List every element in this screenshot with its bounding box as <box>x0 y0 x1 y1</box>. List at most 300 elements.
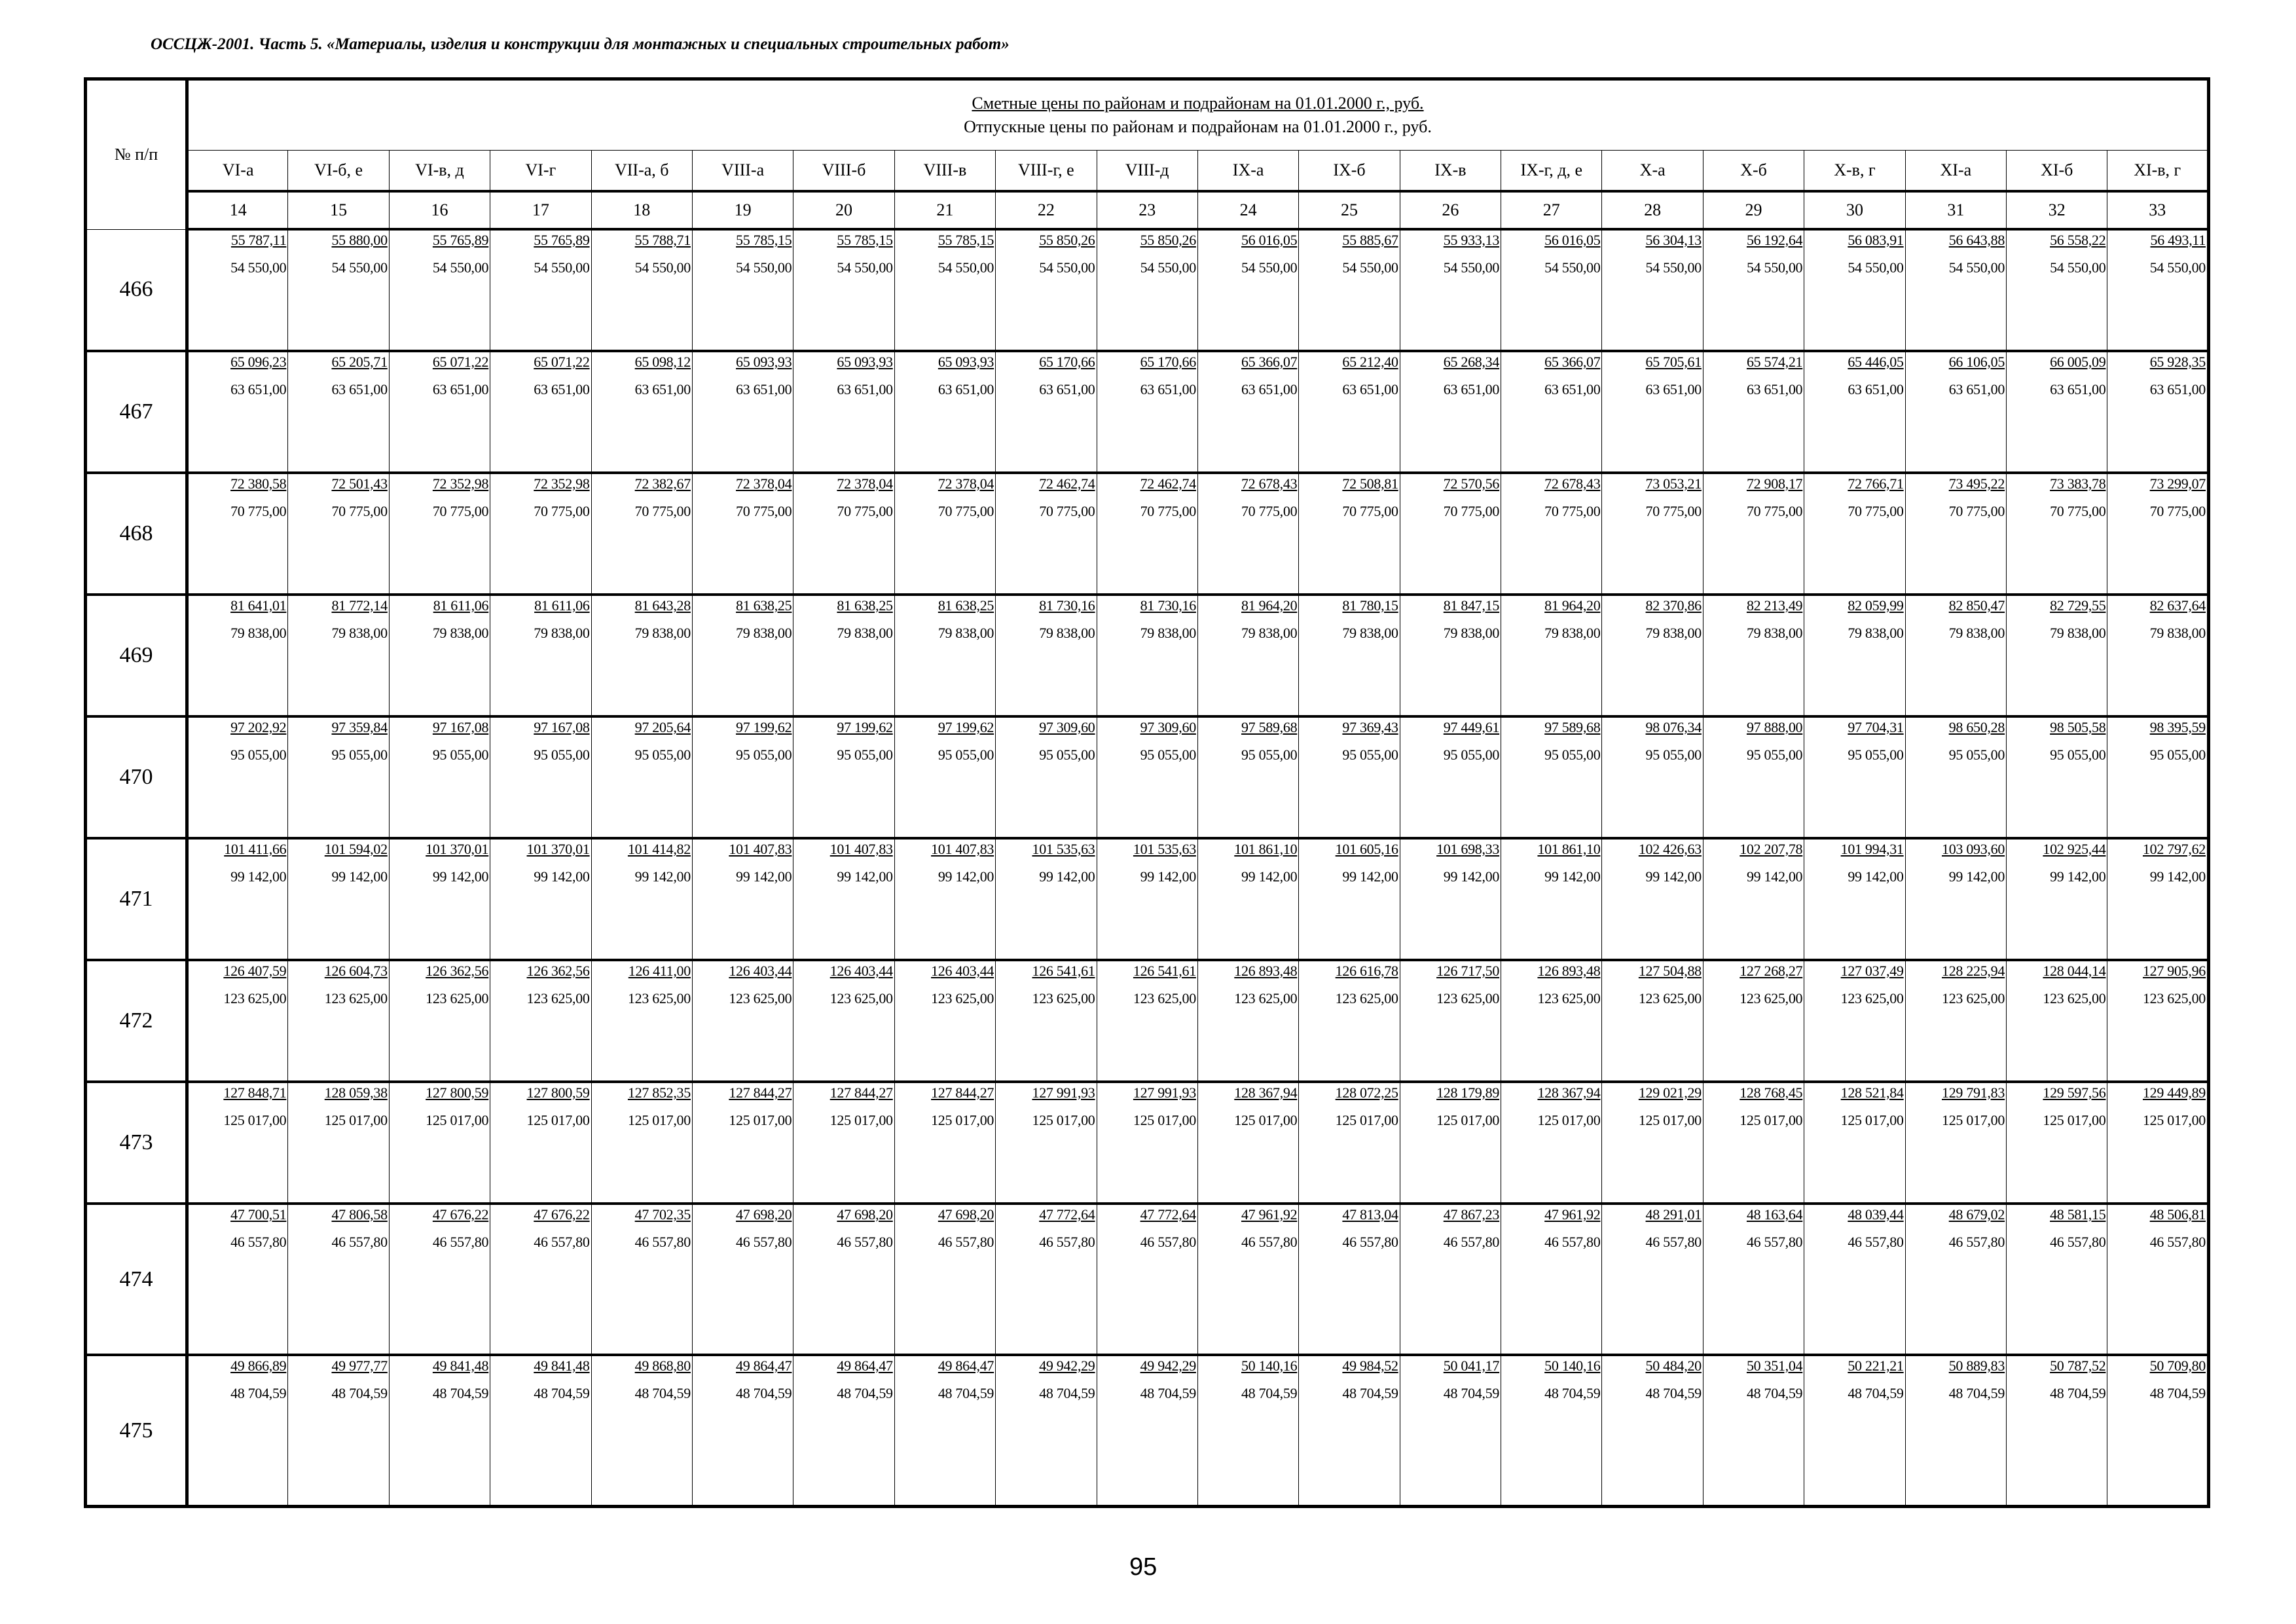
release-price: 54 550,00 <box>1039 259 1095 276</box>
estimate-price: 101 370,01 <box>426 841 489 857</box>
release-price: 63 651,00 <box>2149 381 2206 397</box>
release-price: 123 625,00 <box>931 990 994 1006</box>
price-cell <box>187 960 288 1082</box>
estimate-price: 47 676,22 <box>534 1206 590 1223</box>
price-cell <box>894 838 995 960</box>
release-price: 99 142,00 <box>1948 868 2005 885</box>
release-price: 99 142,00 <box>837 868 893 885</box>
release-price: 54 550,00 <box>736 259 792 276</box>
release-price: 95 055,00 <box>1140 747 1196 763</box>
price-cell <box>1703 595 1804 716</box>
release-price: 99 142,00 <box>634 868 691 885</box>
estimate-price: 81 780,15 <box>1342 597 1398 614</box>
release-price: 48 704,59 <box>1746 1385 1803 1401</box>
release-price: 79 838,00 <box>1443 625 1500 641</box>
release-price: 95 055,00 <box>736 747 792 763</box>
estimate-price: 49 942,29 <box>1039 1357 1095 1374</box>
price-cell <box>187 351 288 473</box>
release-price: 95 055,00 <box>331 747 388 763</box>
release-price: 99 142,00 <box>331 868 388 885</box>
release-price: 123 625,00 <box>729 990 792 1006</box>
release-price: 79 838,00 <box>1746 625 1803 641</box>
price-cell <box>692 1204 793 1355</box>
release-price: 95 055,00 <box>1443 747 1500 763</box>
estimate-price: 81 643,28 <box>634 597 691 614</box>
release-price: 95 055,00 <box>1342 747 1398 763</box>
column-number: 28 <box>1602 191 1703 229</box>
price-cell <box>692 838 793 960</box>
estimate-price: 97 199,62 <box>837 719 893 735</box>
price-cell <box>2107 473 2209 595</box>
estimate-price: 65 366,07 <box>1544 354 1601 370</box>
row-number: 470 <box>86 716 187 838</box>
estimate-price: 72 352,98 <box>534 475 590 492</box>
release-price: 70 775,00 <box>1746 503 1803 519</box>
estimate-price: 72 766,71 <box>1848 475 1904 492</box>
release-price: 48 704,59 <box>1342 1385 1398 1401</box>
price-cell <box>2107 1082 2209 1204</box>
region-header: IX-г, д, е <box>1501 151 1602 192</box>
estimate-price: 81 964,20 <box>1544 597 1601 614</box>
price-cell <box>591 595 692 716</box>
price-cell <box>1400 838 1501 960</box>
estimate-price: 97 704,31 <box>1848 719 1904 735</box>
price-cell <box>1703 229 1804 351</box>
price-cell <box>996 351 1097 473</box>
region-header: XI-в, г <box>2107 151 2209 192</box>
price-cell <box>1299 716 1400 838</box>
release-price: 48 704,59 <box>1140 1385 1196 1401</box>
price-cell <box>389 1355 490 1507</box>
estimate-price: 56 083,91 <box>1848 232 1904 248</box>
price-cell <box>1299 229 1400 351</box>
estimate-price: 82 370,86 <box>1645 597 1702 614</box>
release-price: 125 017,00 <box>1740 1112 1803 1128</box>
price-cell <box>1097 351 1197 473</box>
price-cell <box>2007 960 2107 1082</box>
estimate-price: 101 698,33 <box>1436 841 1500 857</box>
price-cell <box>793 1355 894 1507</box>
region-header: X-б <box>1703 151 1804 192</box>
release-price: 95 055,00 <box>837 747 893 763</box>
price-cell <box>1905 351 2006 473</box>
estimate-price: 73 495,22 <box>1948 475 2005 492</box>
estimate-price: 81 638,25 <box>938 597 994 614</box>
price-cell <box>1097 1204 1197 1355</box>
release-price: 99 142,00 <box>736 868 792 885</box>
price-cell <box>1299 960 1400 1082</box>
column-numbers-row <box>86 191 2209 229</box>
estimate-price: 48 506,81 <box>2149 1206 2206 1223</box>
price-cell <box>2007 838 2107 960</box>
price-cell <box>1299 1082 1400 1204</box>
region-header: IX-б <box>1299 151 1400 192</box>
release-price: 125 017,00 <box>931 1112 994 1128</box>
price-cell <box>591 351 692 473</box>
estimate-price: 50 484,20 <box>1645 1357 1702 1374</box>
column-number: 14 <box>187 191 288 229</box>
release-price: 46 557,80 <box>837 1234 893 1250</box>
estimate-price: 47 698,20 <box>837 1206 893 1223</box>
price-cell <box>1905 473 2006 595</box>
price-cell <box>1299 1355 1400 1507</box>
release-price: 48 704,59 <box>2050 1385 2106 1401</box>
release-price: 125 017,00 <box>729 1112 792 1128</box>
column-number: 19 <box>692 191 793 229</box>
release-price: 123 625,00 <box>1840 990 1904 1006</box>
estimate-price: 56 558,22 <box>2050 232 2106 248</box>
table-row <box>86 716 2209 838</box>
estimate-price: 127 852,35 <box>627 1084 691 1101</box>
estimate-price: 50 140,16 <box>1544 1357 1601 1374</box>
release-price: 125 017,00 <box>324 1112 388 1128</box>
price-cell <box>1197 716 1298 838</box>
price-cell <box>1602 1082 1703 1204</box>
table-row <box>86 960 2209 1082</box>
release-price: 125 017,00 <box>1436 1112 1500 1128</box>
price-cell <box>591 473 692 595</box>
price-cell <box>2107 1204 2209 1355</box>
release-price: 79 838,00 <box>2149 625 2206 641</box>
estimate-price: 126 362,56 <box>526 963 590 979</box>
table-body <box>86 229 2209 1507</box>
release-price: 95 055,00 <box>2149 747 2206 763</box>
price-cell <box>1703 1355 1804 1507</box>
estimate-price: 48 291,01 <box>1645 1206 1702 1223</box>
estimate-price: 55 933,13 <box>1443 232 1500 248</box>
release-price: 125 017,00 <box>1638 1112 1702 1128</box>
release-price: 125 017,00 <box>2142 1112 2206 1128</box>
estimate-price: 129 449,89 <box>2142 1084 2206 1101</box>
column-number: 17 <box>490 191 591 229</box>
estimate-price: 47 698,20 <box>736 1206 792 1223</box>
estimate-price: 48 679,02 <box>1948 1206 2005 1223</box>
price-cell <box>490 229 591 351</box>
estimate-price: 126 362,56 <box>426 963 489 979</box>
estimate-price: 65 071,22 <box>432 354 489 370</box>
price-cell <box>1197 960 1298 1082</box>
estimate-price: 127 504,88 <box>1638 963 1702 979</box>
estimate-price: 72 462,74 <box>1039 475 1095 492</box>
release-price: 48 704,59 <box>736 1385 792 1401</box>
estimate-price: 49 866,89 <box>230 1357 287 1374</box>
release-price: 46 557,80 <box>331 1234 388 1250</box>
row-number: 467 <box>86 351 187 473</box>
region-header: IX-в <box>1400 151 1501 192</box>
price-cell <box>2007 595 2107 716</box>
price-cell <box>389 1204 490 1355</box>
estimate-price: 49 984,52 <box>1342 1357 1398 1374</box>
price-cell <box>591 1204 692 1355</box>
release-price: 46 557,80 <box>2050 1234 2106 1250</box>
column-number: 31 <box>1905 191 2006 229</box>
row-number: 474 <box>86 1204 187 1355</box>
region-header: VIII-в <box>894 151 995 192</box>
price-cell <box>1602 595 1703 716</box>
estimate-price: 55 885,67 <box>1342 232 1398 248</box>
estimate-price: 49 864,47 <box>837 1357 893 1374</box>
price-cell <box>1197 838 1298 960</box>
estimate-price: 128 059,38 <box>324 1084 388 1101</box>
title-estimate: Сметные цены по районам и подрайонам на 01.01.2000 г., руб. <box>972 94 1424 113</box>
price-cell <box>288 960 389 1082</box>
estimate-price: 97 589,68 <box>1241 719 1298 735</box>
release-price: 46 557,80 <box>938 1234 994 1250</box>
price-cell <box>1400 960 1501 1082</box>
estimate-price: 65 205,71 <box>331 354 388 370</box>
estimate-price: 65 268,34 <box>1443 354 1500 370</box>
estimate-price: 81 964,20 <box>1241 597 1298 614</box>
price-cell <box>1602 351 1703 473</box>
price-cell <box>793 473 894 595</box>
estimate-price: 65 574,21 <box>1746 354 1803 370</box>
price-cell <box>692 351 793 473</box>
estimate-price: 126 403,44 <box>829 963 893 979</box>
column-number: 22 <box>996 191 1097 229</box>
estimate-price: 55 850,26 <box>1039 232 1095 248</box>
estimate-price: 48 039,44 <box>1848 1206 1904 1223</box>
price-cell <box>1501 960 1602 1082</box>
estimate-price: 128 072,25 <box>1335 1084 1398 1101</box>
release-price: 54 550,00 <box>1948 259 2005 276</box>
price-cell <box>996 1204 1097 1355</box>
price-cell <box>894 229 995 351</box>
price-cell <box>490 960 591 1082</box>
estimate-price: 128 367,94 <box>1234 1084 1298 1101</box>
table-row <box>86 473 2209 595</box>
price-cell <box>389 595 490 716</box>
estimate-price: 82 850,47 <box>1948 597 2005 614</box>
release-price: 79 838,00 <box>1645 625 1702 641</box>
estimate-price: 127 844,27 <box>931 1084 994 1101</box>
release-price: 46 557,80 <box>230 1234 287 1250</box>
price-cell <box>389 351 490 473</box>
release-price: 54 550,00 <box>1645 259 1702 276</box>
release-price: 95 055,00 <box>534 747 590 763</box>
estimate-price: 102 207,78 <box>1740 841 1803 857</box>
estimate-price: 55 765,89 <box>432 232 489 248</box>
price-cell <box>1400 351 1501 473</box>
price-cell <box>1197 1355 1298 1507</box>
release-price: 123 625,00 <box>1436 990 1500 1006</box>
estimate-price: 102 426,63 <box>1638 841 1702 857</box>
estimate-price: 50 041,17 <box>1443 1357 1500 1374</box>
release-price: 123 625,00 <box>1537 990 1601 1006</box>
price-cell <box>1299 473 1400 595</box>
estimate-price: 127 844,27 <box>729 1084 792 1101</box>
estimate-price: 50 889,83 <box>1948 1357 2005 1374</box>
release-price: 48 704,59 <box>432 1385 489 1401</box>
price-cell <box>793 595 894 716</box>
price-cell <box>1905 716 2006 838</box>
estimate-price: 56 643,88 <box>1948 232 2005 248</box>
price-cell <box>692 716 793 838</box>
release-price: 48 704,59 <box>938 1385 994 1401</box>
estimate-price: 97 202,92 <box>230 719 287 735</box>
price-cell <box>1197 1082 1298 1204</box>
price-cell <box>1097 1355 1197 1507</box>
release-price: 95 055,00 <box>1848 747 1904 763</box>
release-price: 46 557,80 <box>634 1234 691 1250</box>
price-cell <box>2107 351 2209 473</box>
price-cell <box>692 1082 793 1204</box>
release-price: 79 838,00 <box>432 625 489 641</box>
estimate-price: 101 407,83 <box>829 841 893 857</box>
row-number: 473 <box>86 1082 187 1204</box>
price-cell <box>894 1355 995 1507</box>
release-price: 46 557,80 <box>1241 1234 1298 1250</box>
price-cell <box>1197 351 1298 473</box>
price-cell <box>1703 716 1804 838</box>
estimate-price: 55 850,26 <box>1140 232 1196 248</box>
price-cell <box>996 595 1097 716</box>
release-price: 123 625,00 <box>526 990 590 1006</box>
price-cell <box>187 1355 288 1507</box>
estimate-price: 126 403,44 <box>931 963 994 979</box>
price-cell <box>793 1204 894 1355</box>
price-cell <box>187 1082 288 1204</box>
column-number: 26 <box>1400 191 1501 229</box>
release-price: 125 017,00 <box>223 1112 287 1128</box>
release-price: 99 142,00 <box>2149 868 2206 885</box>
estimate-price: 55 788,71 <box>634 232 691 248</box>
table-row <box>86 838 2209 960</box>
region-header: IX-а <box>1197 151 1298 192</box>
estimate-price: 82 637,64 <box>2149 597 2206 614</box>
release-price: 63 651,00 <box>534 381 590 397</box>
estimate-price: 72 382,67 <box>634 475 691 492</box>
estimate-price: 56 304,13 <box>1645 232 1702 248</box>
release-price: 125 017,00 <box>1840 1112 1904 1128</box>
price-cell <box>692 595 793 716</box>
release-price: 99 142,00 <box>1140 868 1196 885</box>
release-price: 123 625,00 <box>1942 990 2005 1006</box>
release-price: 63 651,00 <box>1140 381 1196 397</box>
release-price: 63 651,00 <box>230 381 287 397</box>
price-cell <box>490 838 591 960</box>
document-header: ОССЦЖ-2001. Часть 5. «Материалы, изделия и конструкции для монтажных и специальных строительных работ» <box>151 35 1010 53</box>
release-price: 95 055,00 <box>1241 747 1298 763</box>
release-price: 95 055,00 <box>1039 747 1095 763</box>
release-price: 95 055,00 <box>938 747 994 763</box>
price-cell <box>894 595 995 716</box>
region-header: VIII-г, е <box>996 151 1097 192</box>
estimate-price: 49 864,47 <box>736 1357 792 1374</box>
price-cell <box>187 838 288 960</box>
price-cell <box>591 1082 692 1204</box>
release-price: 46 557,80 <box>1848 1234 1904 1250</box>
estimate-price: 48 163,64 <box>1746 1206 1803 1223</box>
price-cell <box>996 716 1097 838</box>
release-price: 95 055,00 <box>634 747 691 763</box>
price-cell <box>389 229 490 351</box>
region-header: XI-а <box>1905 151 2006 192</box>
release-price: 125 017,00 <box>426 1112 489 1128</box>
price-cell <box>1097 838 1197 960</box>
release-price: 48 704,59 <box>1948 1385 2005 1401</box>
column-number: 33 <box>2107 191 2209 229</box>
estimate-price: 127 037,49 <box>1840 963 1904 979</box>
price-cell <box>591 1355 692 1507</box>
price-cell <box>591 960 692 1082</box>
price-cell <box>692 473 793 595</box>
release-price: 79 838,00 <box>1544 625 1601 641</box>
estimate-price: 98 076,34 <box>1645 719 1702 735</box>
price-cell <box>490 473 591 595</box>
release-price: 123 625,00 <box>1133 990 1196 1006</box>
estimate-price: 72 678,43 <box>1544 475 1601 492</box>
price-cell <box>1097 473 1197 595</box>
estimate-price: 65 366,07 <box>1241 354 1298 370</box>
estimate-price: 101 535,63 <box>1032 841 1095 857</box>
price-cell <box>894 1082 995 1204</box>
price-cell <box>288 1204 389 1355</box>
release-price: 123 625,00 <box>426 990 489 1006</box>
estimate-price: 128 521,84 <box>1840 1084 1904 1101</box>
release-price: 70 775,00 <box>534 503 590 519</box>
price-cell <box>1197 473 1298 595</box>
price-cell <box>1501 1204 1602 1355</box>
release-price: 54 550,00 <box>1241 259 1298 276</box>
price-cell <box>1602 1355 1703 1507</box>
estimate-price: 126 893,48 <box>1234 963 1298 979</box>
price-cell <box>996 229 1097 351</box>
price-cell <box>1804 960 1905 1082</box>
release-price: 46 557,80 <box>1544 1234 1601 1250</box>
release-price: 46 557,80 <box>1645 1234 1702 1250</box>
estimate-price: 47 961,92 <box>1544 1206 1601 1223</box>
estimate-price: 101 407,83 <box>931 841 994 857</box>
estimate-price: 47 702,35 <box>634 1206 691 1223</box>
price-cell <box>793 960 894 1082</box>
price-table-container <box>84 77 2210 1508</box>
estimate-price: 47 700,51 <box>230 1206 287 1223</box>
region-header: VI-а <box>187 151 288 192</box>
release-price: 123 625,00 <box>223 990 287 1006</box>
estimate-price: 49 868,80 <box>634 1357 691 1374</box>
release-price: 63 651,00 <box>736 381 792 397</box>
estimate-price: 47 813,04 <box>1342 1206 1398 1223</box>
price-cell <box>1197 1204 1298 1355</box>
release-price: 125 017,00 <box>829 1112 893 1128</box>
price-cell <box>996 1082 1097 1204</box>
price-cell <box>894 716 995 838</box>
estimate-price: 49 977,77 <box>331 1357 388 1374</box>
price-cell <box>2107 595 2209 716</box>
estimate-price: 101 535,63 <box>1133 841 1196 857</box>
estimate-price: 47 772,64 <box>1140 1206 1196 1223</box>
release-price: 79 838,00 <box>1241 625 1298 641</box>
estimate-price: 98 505,58 <box>2050 719 2106 735</box>
release-price: 63 651,00 <box>1443 381 1500 397</box>
price-cell <box>288 716 389 838</box>
estimate-price: 126 403,44 <box>729 963 792 979</box>
price-cell <box>1602 838 1703 960</box>
estimate-price: 97 199,62 <box>736 719 792 735</box>
page-number: 95 <box>1129 1553 1157 1581</box>
price-cell <box>1804 838 1905 960</box>
price-cell <box>2107 716 2209 838</box>
release-price: 79 838,00 <box>2050 625 2106 641</box>
column-number: 16 <box>389 191 490 229</box>
release-price: 63 651,00 <box>2050 381 2106 397</box>
price-cell <box>187 716 288 838</box>
release-price: 63 651,00 <box>938 381 994 397</box>
estimate-price: 97 888,00 <box>1746 719 1803 735</box>
estimate-price: 127 905,96 <box>2142 963 2206 979</box>
region-header: VII-а, б <box>591 151 692 192</box>
estimate-price: 49 841,48 <box>432 1357 489 1374</box>
